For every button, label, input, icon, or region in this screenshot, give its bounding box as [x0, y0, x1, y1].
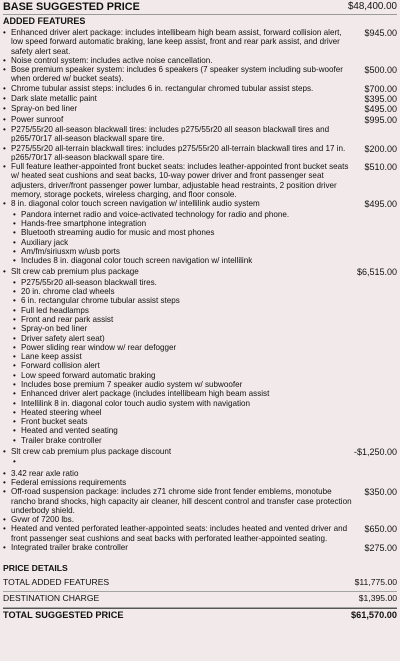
base-price-value: $48,400.00 [347, 1, 397, 12]
bullet-icon: • [13, 352, 16, 362]
bullet-icon: • [13, 287, 16, 297]
feature-subitem-text: Enhanced driver alert package (includes intellibeam high beam assist [21, 389, 270, 399]
feature-subitem [13, 436, 397, 445]
bullet-icon: • [13, 314, 16, 324]
feature-subitem-text: Trailer brake controller [21, 435, 102, 445]
feature-subitem [13, 399, 397, 408]
feature-subitem-text: Front bucket seats [21, 417, 88, 427]
bullet-icon: • [13, 435, 16, 445]
feature-item [3, 487, 397, 515]
feature-item [3, 84, 397, 94]
feature-text: Gvwr of 7200 lbs. [11, 515, 74, 525]
feature-price: $495.00 [364, 199, 397, 210]
detail-label: TOTAL ADDED FEATURES [3, 577, 110, 588]
bullet-icon: • [3, 28, 6, 37]
bullet-icon: • [3, 468, 6, 478]
feature-subitem [13, 426, 397, 435]
bullet-icon: • [3, 143, 6, 153]
feature-subitem [13, 287, 397, 296]
feature-subitem [13, 296, 397, 305]
feature-subitem [13, 389, 397, 398]
feature-subitem [13, 306, 397, 315]
feature-subitem [13, 408, 397, 417]
feature-subitem-text: Spray-on bed liner [21, 324, 88, 334]
bullet-icon: • [13, 228, 16, 238]
feature-subitem-text: Includes 8 in. diagonal color touch screen navigation w/ intellilink [21, 256, 253, 266]
feature-text: Chrome tubular assist steps: includes 6 in. rectangular chromed tubular assist steps. [11, 83, 314, 93]
bullet-icon: • [13, 361, 16, 371]
bullet-icon: • [3, 199, 6, 209]
feature-subitem-text: Full led headlamps [21, 305, 89, 315]
detail-row-destination [3, 592, 397, 608]
feature-item [3, 115, 397, 125]
feature-subitem [13, 247, 397, 256]
bullet-icon: • [13, 407, 16, 417]
bullet-icon: • [3, 487, 6, 497]
bullet-icon: • [3, 267, 6, 277]
price-details-title: PRICE DETAILS [3, 563, 68, 574]
bullet-icon: • [3, 162, 6, 172]
feature-subitem-text: Pandora internet radio and voice-activated technology for radio and phone. [21, 209, 290, 219]
feature-subitem [13, 278, 397, 287]
bullet-icon: • [13, 237, 16, 247]
feature-subitem-text: Heated steering wheel [21, 407, 102, 417]
bullet-icon: • [13, 256, 16, 266]
feature-subitem [13, 228, 397, 237]
feature-text: Full feature leather-appointed front bucket seats: includes leather-appointed front bucket seats w/ heated seat cushions and seat backs, 10-way power driver and front passenger seat adjusters, driver/front passenger power lumbar, adjustable head restraints, 2 position driver memory, storage pockets, wireless charging, and floor console. [11, 162, 349, 200]
feature-text: Dark slate metallic paint [11, 94, 97, 104]
detail-row-total-added [3, 576, 397, 592]
feature-item [3, 524, 397, 543]
feature-subitem-text: Front and rear park assist [21, 314, 114, 324]
detail-label: DESTINATION CHARGE [3, 593, 100, 604]
feature-subitem [13, 315, 397, 324]
feature-item [3, 515, 397, 524]
bullet-icon: • [3, 55, 6, 65]
feature-item [3, 104, 397, 114]
feature-price: $200.00 [364, 143, 397, 154]
feature-subitem-text: P275/55r20 all-season blackwall tires. [21, 277, 157, 287]
feature-sublist [13, 457, 397, 466]
feature-subitem-text: 20 in. chrome clad wheels [21, 287, 115, 297]
detail-value: $1,395.00 [358, 593, 397, 604]
divider [3, 14, 397, 15]
feature-price: $495.00 [364, 104, 397, 115]
feature-price: -$1,250.00 [353, 447, 397, 458]
bullet-icon: • [13, 246, 16, 256]
bullet-icon: • [3, 94, 6, 104]
feature-subitem [13, 210, 397, 219]
bullet-icon: • [13, 398, 16, 408]
bullet-icon: • [3, 114, 6, 124]
bullet-icon: • [3, 124, 6, 134]
feature-subitem [13, 361, 397, 370]
feature-item [3, 478, 397, 487]
feature-price: $995.00 [364, 114, 397, 125]
feature-subitem-text: Forward collision alert [21, 361, 100, 371]
feature-item [3, 56, 397, 65]
bullet-icon: • [3, 524, 6, 534]
feature-subitem-text [21, 457, 397, 466]
bullet-icon: • [13, 379, 16, 389]
bullet-icon: • [3, 515, 6, 525]
feature-subitem-text: Hands-free smartphone integration [21, 218, 147, 228]
bullet-icon: • [13, 370, 16, 380]
total-suggested-price-row [3, 608, 397, 624]
feature-price: $700.00 [364, 83, 397, 94]
feature-subitem-text: Includes bose premium 7 speaker audio system w/ subwoofer [21, 379, 243, 389]
feature-subitem [13, 343, 397, 352]
feature-text: Enhanced driver alert package: includes intellibeam high beam assist, forward collision alert, low speed forward automatic braking, lane keep assist, front and rear park assist, and driver safety alert seat. [11, 28, 342, 56]
feature-item [3, 162, 397, 199]
feature-price: $350.00 [364, 487, 397, 498]
feature-price: $6,515.00 [356, 267, 397, 278]
feature-subitem [13, 352, 397, 361]
feature-subitem-text: Heated and vented seating [21, 426, 118, 436]
feature-subitem-text: Power sliding rear window w/ rear defogger [21, 342, 177, 352]
feature-subitem [13, 324, 397, 333]
feature-subitem-text: Bluetooth streaming audio for music and most phones [21, 228, 215, 238]
bullet-icon: • [13, 305, 16, 315]
bullet-icon: • [3, 477, 6, 487]
feature-text: 8 in. diagonal color touch screen navigation w/ intellilink audio system [11, 199, 260, 209]
feature-item [3, 267, 397, 277]
feature-price: $395.00 [364, 94, 397, 105]
feature-item [3, 28, 397, 56]
feature-subitem [13, 256, 397, 265]
added-features-title: ADDED FEATURES [3, 16, 86, 26]
feature-subitem [13, 457, 397, 466]
feature-text: Spray-on bed liner [11, 104, 78, 114]
bullet-icon: • [13, 209, 16, 219]
feature-subitem [13, 334, 397, 343]
feature-text: Heated and vented perforated leather-appointed seats: includes heated and vented driver and front passenger seat cushions and seat backs with perforated leather-appointed seating. [11, 524, 348, 543]
feature-text: 3.42 rear axle ratio [11, 468, 79, 478]
feature-price: $275.00 [364, 543, 397, 554]
feature-subitem [13, 417, 397, 426]
feature-subitem-text: Low speed forward automatic braking [21, 370, 156, 380]
feature-sublist [13, 210, 397, 266]
bullet-icon: • [13, 277, 16, 287]
detail-value: $11,775.00 [354, 577, 397, 588]
feature-sublist [13, 278, 397, 445]
feature-item [3, 94, 397, 104]
total-label: TOTAL SUGGESTED PRICE [3, 610, 124, 621]
feature-price: $500.00 [364, 65, 397, 76]
feature-subitem-text: Am/fm/siriusxm w/usb ports [21, 246, 120, 256]
feature-subitem [13, 371, 397, 380]
feature-text: Noise control system: includes active noise cancellation. [11, 55, 213, 65]
feature-text: Integrated trailer brake controller [11, 543, 128, 553]
feature-price: $945.00 [364, 28, 397, 38]
bullet-icon: • [3, 104, 6, 114]
feature-item [3, 65, 397, 84]
feature-subitem-text: 6 in. rectangular chrome tubular assist steps [21, 296, 180, 306]
feature-subitem [13, 380, 397, 389]
feature-text: P275/55r20 all-season blackwall tires: includes p275/55r20 all season blackwall tires and p265/70r17 all-season blackwall spare tire. [11, 124, 330, 144]
feature-item [3, 447, 397, 457]
feature-text: P275/55r20 all-terrain blackwall tires: includes p275/55r20 all-terrain blackwall tires and 17 in. p265/70r17 all-season blackwall spare tire. [11, 143, 346, 162]
base-price-row [3, 0, 397, 13]
bullet-icon: • [3, 447, 6, 457]
feature-text: Federal emissions requirements [11, 477, 127, 487]
feature-item [3, 543, 397, 553]
feature-subitem-text: Lane keep assist [21, 352, 82, 362]
feature-subitem-text: Intellilink 8 in. diagonal color touch audio system with navigation [21, 398, 251, 408]
feature-text: Slt crew cab premium plus package discount [11, 447, 172, 457]
feature-subitem [13, 219, 397, 228]
feature-item [3, 144, 397, 163]
feature-price: $510.00 [364, 162, 397, 173]
feature-item [3, 199, 397, 209]
feature-subitem [13, 238, 397, 247]
bullet-icon: • [13, 457, 16, 467]
feature-subitem-text: Driver safety alert seat) [21, 333, 105, 343]
feature-text: Power sunroof [11, 114, 64, 124]
bullet-icon: • [13, 296, 16, 306]
bullet-icon: • [13, 333, 16, 343]
feature-text: Slt crew cab premium plus package [11, 267, 139, 277]
bullet-icon: • [13, 324, 16, 334]
feature-text: Bose premium speaker system: includes 6 speakers (7 speaker system including sub-woofer when ordered w/ bucket seats). [11, 65, 343, 84]
total-value: $61,570.00 [351, 610, 397, 621]
bullet-icon: • [13, 417, 16, 427]
base-price-label: BASE SUGGESTED PRICE [3, 1, 140, 13]
bullet-icon: • [13, 389, 16, 399]
bullet-icon: • [13, 342, 16, 352]
bullet-icon: • [13, 426, 16, 436]
feature-price: $650.00 [364, 524, 397, 535]
bullet-icon: • [13, 218, 16, 228]
feature-item [3, 469, 397, 478]
bullet-icon: • [3, 65, 6, 75]
feature-item [3, 125, 397, 144]
bullet-icon: • [3, 543, 6, 553]
features-list [3, 28, 397, 553]
bullet-icon: • [3, 83, 6, 93]
feature-text: Off-road suspension package: includes z71 chrome side front fender emblems, monotube rancho brand shocks, high capacity air cleaner, hill descent control and transfer case protection underbody shield. [11, 487, 352, 515]
feature-subitem-text: Auxiliary jack [21, 237, 69, 247]
